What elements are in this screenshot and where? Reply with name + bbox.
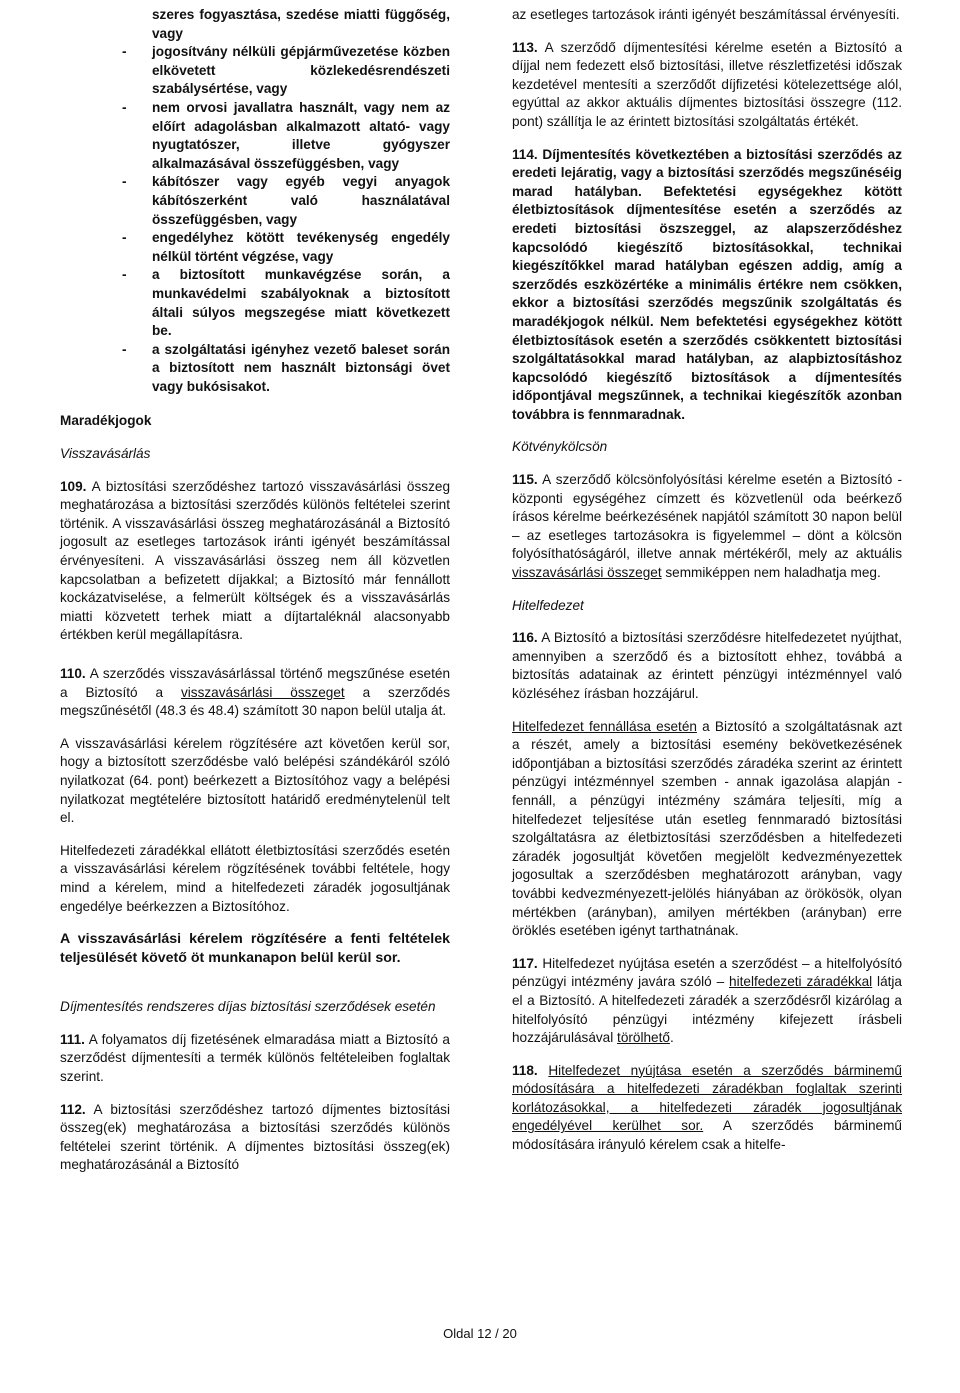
exclusion-list — [122, 6, 450, 396]
heading-dijmentesites: Díjmentesítés rendszeres díjas biztosítási szerződések esetén — [60, 999, 436, 1015]
right-column — [512, 6, 902, 1155]
heading-kotvenykolcson: Kötvénykölcsön — [512, 439, 608, 455]
paragraph-110-3: Hitelfedezeti záradékkal ellátott életbiztosítási szerződés esetén a visszavásárlási kérelem rögzítésének további feltétele, hogy mind a kérelem, mind a hitelfedezeti záradék jogosultjának engedélye beérkezzen a Biztosítóhoz. — [60, 842, 450, 914]
paragraph-109: 109. A biztosítási szerződéshez tartozó visszavásárlási összeg meghatározása a biztosítási szerződés különös feltételei szerint történik. A visszavásárlási összeg meghatározásánál a Biztosító jogosult az esetleges tartozások iránti igényét beszámítással érvényesíteni. A visszavásárlási összeg nem áll közvetlen kapcsolatban a befizetett díjakkal; a Biztosító már fennállott kockázatviselése, a felmerült költségek és a visszavásárlás miatti közvetett terhek miatt a díjtartaléknál alacsonyabb értékben kerül megállapításra. — [60, 478, 450, 643]
list-item: - kábítószer vagy egyéb vegyi anyagok kábítószerként való használatával összefüggésben, vagy — [122, 174, 450, 227]
paragraph-110: 110. A szerződés visszavásárlással történő megszűnése esetén a Biztosító a visszavásárlási összeget a szerződés megszűnésétől (48.3 és 48.4) számított 30 napon belül utalja át. — [60, 666, 450, 719]
paragraph-113: 113. A szerződő díjmentesítési kérelme esetén a Biztosító a díjjal nem fedezett első biztosítási, illetve részletfizetési időszak kezdetével mentesíti a szerződőt díjfizetési kötelezettsége alól, egyúttal az akkor aktuális díjmentes biztosítási összegre (112. pont) szállítja le az érintett biztosítási szolgáltatás értékét. — [512, 39, 902, 129]
paragraph-110-2: A visszavásárlási kérelem rögzítésére azt követően kerül sor, hogy a biztosított szerződésbe való belépési szándékáról szóló nyilatkozat (64. pont) beérkezett a Biztosítóhoz vagy a belépési nyilatkozat megtételére biztosított határidő eredménytelenül telt el. — [60, 735, 450, 826]
paragraph-112: 112. A biztosítási szerződéshez tartozó díjmentes biztosítási összeg(ek) meghatározása a biztosítási szerződés különös feltételei szerint történik. A díjmentes biztosítási összeg(ek) meghatározásánál a Biztosító — [60, 1101, 450, 1173]
heading-maradekjogok: Maradékjogok — [60, 413, 152, 429]
paragraph-continued: az esetleges tartozások iránti igényét beszámítással érvényesíti. — [512, 7, 900, 22]
paragraph-118: 118. Hitelfedezet nyújtása esetén a szerződés bárminemű módosítására a hitelfedezeti záradékban foglaltak szerinti korlátozásokkal, a hitelfedezeti záradék jogosultjának engedélyével kerülhet sor. A szerződés bárminemű módosítására irányuló kérelem csak a hitelfe- — [512, 1062, 902, 1153]
heading-hitelfedezet: Hitelfedezet — [512, 597, 584, 613]
list-item: - a szolgáltatási igényhez vezető baleset során a biztosított nem használt biztonsági övet vagy bukósisakot. — [122, 341, 450, 394]
page-footer: Oldal 12 / 20 — [443, 1326, 517, 1341]
paragraph-116: 116. A Biztosító a biztosítási szerződésre hitelfedezetet nyújthat, amennyiben a szerződő és a biztosított ehhez, továbbá a biztosítás adatainak az érintett pénzügyi intézménnyel való közléséhez írásban hozzájárul. — [512, 630, 902, 701]
list-item: - jogosítvány nélküli gépjárművezetése közben elkövetett közlekedésrendészeti szabálysértése, vagy — [122, 44, 450, 97]
heading-visszavasarlas: Visszavásárlás — [60, 446, 151, 462]
list-item: - nem orvosi javallatra használt, vagy nem az előírt adagolásban alkalmazott altató- vagy nyugtatószer, illetve gyógyszer alkalmazásával összefüggésben, vagy — [122, 99, 450, 171]
list-item: - engedélyhez kötött tevékenység engedély nélkül történt végzése, vagy — [122, 230, 450, 264]
paragraph-116-2: Hitelfedezet fennállása esetén a Biztosító a szolgáltatásnak azt a részét, amely a biztosítási esemény bekövetkezésének időpontjában a biztosítási szerződés záradéka szerint az érintett pénzügyi intézménnyel szemben - annak igazolása alapján - fennáll, a pénzügyi intézmény számára teljesíti, míg a hitelfedezet teljesítése után esetleg fennmaradó biztosítási szolgáltatásra az életbiztosítási szerződésben a hitelfedezeti záradék jogosultját követően megjelölt kedvezményezettek jogosultak a szerződésben meghatározott arányban, vagy további kedvezményezett-jelölés hiányában az örökösök, olyan mértékben (arányban), amilyen mértékben (arányban) erre öröklés esetében igényt tarthatnának. — [512, 718, 902, 939]
paragraph-114: 114. Díjmentesítés következtében a biztosítási szerződés az eredeti lejáratig, vagy a biztosítási szerződés megszűnéséig marad hatályban. Befektetési egységekhez kötött életbiztosítások díjmentesítése esetén a szerződés az eredeti biztosítási öszszeggel, az alapszerződéshez kapcsolódó kiegészítő biztosításokkal, technikai kiegészítőkkel marad hatályban egészen addig, amíg a szerződés eszközértéke a minimális értékre nem csökken, ekkor a biztosítási szerződés megszűnik szolgáltatás és maradékjogok nélkül. Nem befektetési egységekhez kötött életbiztosítások esetén a szerződés csökkentett biztosítási szolgáltatásokkal marad hatályban, az alapbiztosításhoz kapcsolódó kiegészítő biztosítások a díjmentesítés időpontjával megszűnnek, a technikai kiegészítők azonban továbbra is fennmaradnak. — [512, 146, 902, 422]
paragraph-110-4: A visszavásárlási kérelem rögzítésére a fenti feltételek teljesülését követő öt munkanapon belül kerül sor. — [60, 931, 450, 967]
paragraph-115: 115. A szerződő kölcsönfolyósítási kérelme esetén a Biztosító - központi egységéhez címzett és közvetlenül oda beérkező írásos kérelme beérkezésének napjától számított 30 napon belül – az esetleges tartozásokra is figyelemmel – dönt a kölcsön folyósíthatóságáról, illetve annak mértékéről, mely az aktuális visszavásárlási összeget semmiképpen nem haladhatja meg. — [512, 472, 902, 581]
list-intro: szeres fogyasztása, szedése miatti függőség, vagy — [152, 7, 450, 41]
left-column — [60, 6, 450, 1175]
paragraph-117: 117. Hitelfedezet nyújtása esetén a szerződést – a hitelfolyósító pénzügyi intézmény javára szóló – hitelfedezeti záradékkal látja el a Biztosító. A hitelfedezeti záradék a szerződésről kizárólag a hitelfolyósító pénzügyi intézmény kifejezett írásbeli hozzájárulásával törölhető. — [512, 955, 902, 1046]
list-item: - a biztosított munkavégzése során, a munkavédelmi szabályoknak a biztosított általi súlyos megszegése miatt következett be. — [122, 267, 450, 339]
paragraph-111: 111. A folyamatos díj fizetésének elmaradása miatt a Biztosító a szerződést díjmentesíti a termék különös feltételeiben foglaltak szerint. — [60, 1031, 450, 1084]
